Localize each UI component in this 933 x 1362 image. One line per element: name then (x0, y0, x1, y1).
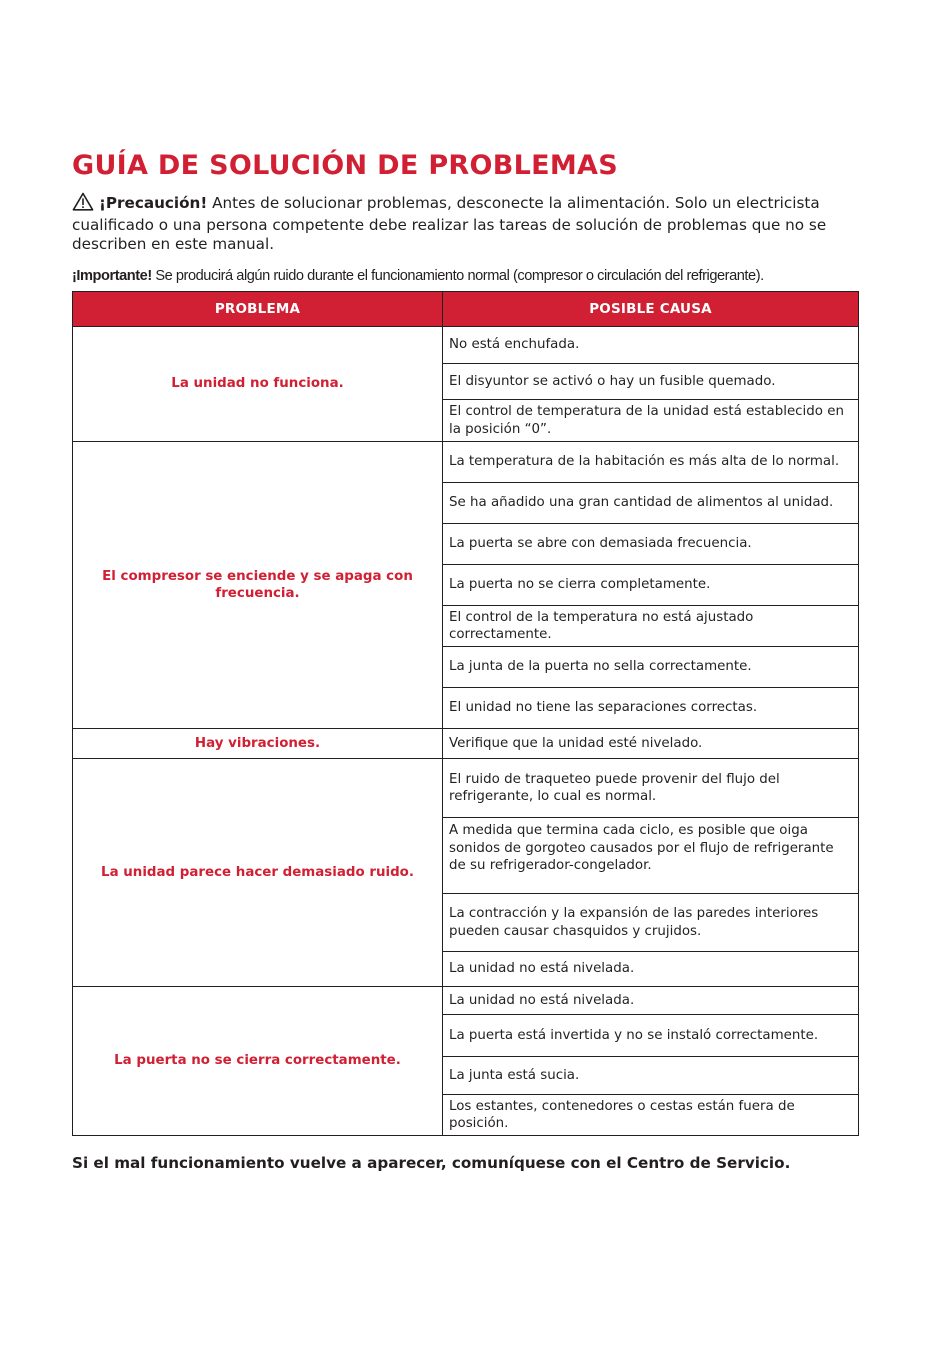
problem-cell: La puerta no se cierra correctamente. (73, 987, 443, 1136)
important-text: Se producirá algún ruido durante el funcionamiento normal (compresor o circulación del refrigerante). (151, 268, 764, 284)
caution-text: Antes de solucionar problemas, desconecte la alimentación. Solo un electricista cualificado o una persona competente debe realizar las tareas de solución de problemas que no se describen en este manual. (72, 194, 827, 253)
cause-cell: La unidad no está nivelada. (443, 952, 859, 987)
cause-cell: El unidad no tiene las separaciones correctas. (443, 688, 859, 729)
cause-cell: El control de temperatura de la unidad está establecido en la posición “0”. (443, 400, 859, 442)
table-row (73, 759, 859, 818)
header-problem: PROBLEMA (73, 292, 443, 327)
cause-cell: No está enchufada. (443, 327, 859, 364)
cause-cell: El ruido de traqueteo puede provenir del flujo del refrigerante, lo cual es normal. (443, 759, 859, 818)
table-row (73, 327, 859, 364)
cause-cell: La temperatura de la habitación es más alta de lo normal. (443, 442, 859, 483)
cause-cell: La junta de la puerta no sella correctamente. (443, 647, 859, 688)
problem-cell: El compresor se enciende y se apaga con frecuencia. (73, 442, 443, 729)
cause-cell: Se ha añadido una gran cantidad de alimentos al unidad. (443, 483, 859, 524)
cause-cell: El control de la temperatura no está ajustado correctamente. (443, 606, 859, 647)
cause-cell: La junta está sucia. (443, 1057, 859, 1095)
cause-cell: El disyuntor se activó o hay un fusible quemado. (443, 364, 859, 400)
table-header-row (73, 292, 859, 327)
problem-cell: La unidad parece hacer demasiado ruido. (73, 759, 443, 987)
caution-lead: ¡Precaución! (99, 194, 208, 212)
cause-cell: La unidad no está nivelada. (443, 987, 859, 1015)
cause-cell: La contracción y la expansión de las paredes interiores pueden causar chasquidos y crujidos. (443, 894, 859, 952)
cause-cell: La puerta está invertida y no se instaló correctamente. (443, 1015, 859, 1057)
table-row (73, 729, 859, 759)
table-row (73, 442, 859, 483)
cause-cell: Los estantes, contenedores o cestas están fuera de posición. (443, 1095, 859, 1136)
table-row (73, 987, 859, 1015)
footer-note: Si el mal funcionamiento vuelve a aparecer, comuníquese con el Centro de Servicio. (72, 1154, 791, 1172)
warning-triangle-icon (72, 192, 94, 216)
problem-cell: Hay vibraciones. (73, 729, 443, 759)
cause-cell: A medida que termina cada ciclo, es posible que oiga sonidos de gorgoteo causados por el flujo de refrigerante de su refrigerador-congelador. (443, 818, 859, 894)
cause-cell: La puerta se abre con demasiada frecuencia. (443, 524, 859, 565)
header-cause: POSIBLE CAUSA (443, 292, 859, 327)
cause-cell: Verifique que la unidad esté nivelado. (443, 729, 859, 759)
important-lead: ¡Importante! (72, 268, 152, 284)
problem-cell: La unidad no funciona. (73, 327, 443, 442)
cause-cell: La puerta no se cierra completamente. (443, 565, 859, 606)
important-note (72, 268, 872, 284)
page-title: GUÍA DE SOLUCIÓN DE PROBLEMAS (72, 150, 618, 181)
troubleshooting-table (72, 291, 859, 1136)
caution-notice (72, 192, 862, 254)
